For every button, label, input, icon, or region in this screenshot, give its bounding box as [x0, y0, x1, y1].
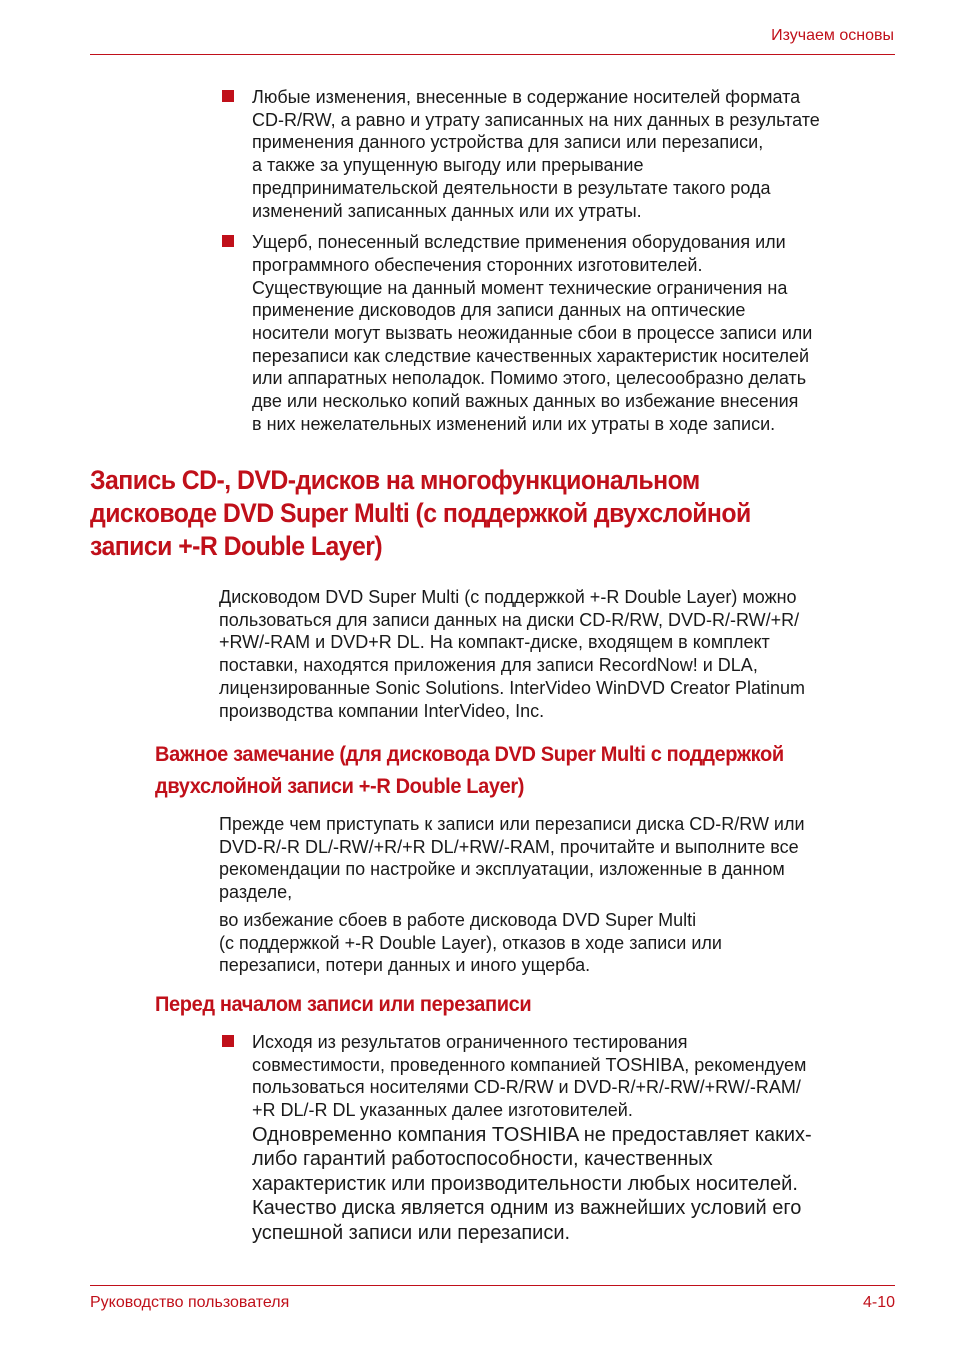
before-bullet-list	[218, 1031, 898, 1254]
top-bullet-list	[218, 86, 898, 445]
running-header: Изучаем основы	[771, 27, 894, 44]
list-item	[218, 86, 898, 222]
before-recording-title: Перед началом записи или перезаписи	[155, 992, 532, 1016]
section-intro: Дисководом DVD Super Multi (с поддержкой +-R Double Layer) можно пользоваться для записи данных на диски CD-R/RW, DVD-R/-RW/+R/ +RW/-RAM и DVD+R DL. На компакт-диске, входящем в комплект поставки, находятся приложения для записи RecordNow! и DLA, лицензированные Sonic Solutions. InterVideo WinDVD Creator Platinum производства компании InterVideo, Inc.	[219, 587, 806, 721]
bullet-text: Любые изменения, внесенные в содержание носителей формата CD-R/RW, а равно и утрату записанных на них данных в результате применения данного устройства для записи или перезаписи, а также за упущенную выгоду или прерывание предпринимательской деятельности в результате такого рода изменений записанных данных или их утраты.	[252, 87, 820, 221]
footer-rule	[90, 1285, 895, 1286]
bullet-square-icon	[222, 90, 234, 102]
list-item	[218, 1031, 898, 1245]
page-number: 4-10	[862, 1294, 895, 1311]
bullet-text: Ущерб, понесенный вследствие применения оборудования или программного обеспечения сторонних изготовителей. Существующие на данный момент технические ограничения на применение дисководов для записи данных на оптические носители могут вызвать неожиданные сбои в процессе записи или перезаписи как следствие качественных характеристик носителей или аппаратных неполадок. Помимо этого, целесообразно делать две или несколько копий важных данных во избежание внесения в них нежелательных изменений или их утраты в ходе записи.	[252, 232, 813, 434]
footer-title: Руководство пользователя	[90, 1294, 290, 1311]
header-rule	[90, 54, 895, 55]
important-note-paragraph: Прежде чем приступать к записи или перезаписи диска CD-R/RW или DVD-R/-R DL/-RW/+R/+R DL/+RW/-RAM, прочитайте и выполните все рекомендации по настройке и эксплуатации, изложенные в данном разделе,	[219, 814, 805, 903]
list-item	[218, 231, 898, 435]
bullet-square-icon	[222, 235, 234, 247]
important-note-title: Важное замечание (для дисковода DVD Super Multi с поддержкой двухслойной записи +-R Double Layer)	[155, 742, 784, 798]
important-note-paragraph-continued: во избежание сбоев в работе дисковода DVD Super Multi (с поддержкой +-R Double Layer), отказов в ходе записи или перезаписи, потери данных и иного ущерба.	[219, 910, 722, 976]
bullet-text: Исходя из результатов ограниченного тестирования совместимости, проведенного компанией TOSHIBA, рекомендуем пользоваться носителями CD-R/RW и DVD-R/+R/-RW/+RW/-RAM/ +R DL/-R DL указанных далее изготовителей.	[252, 1032, 807, 1121]
section-title: Запись CD-, DVD-дисков на многофункциональном дисководе DVD Super Multi (с поддержкой двухслойной записи +-R Double Layer)	[90, 465, 751, 561]
bullet-square-icon	[222, 1035, 234, 1047]
bullet-text-large: Одновременно компания TOSHIBA не предоставляет каких- либо гарантий работоспособности, качественных характеристик или производительности любых носителей. Качество диска является одним из важнейших условий его успешной записи или перезаписи.	[252, 1123, 812, 1244]
